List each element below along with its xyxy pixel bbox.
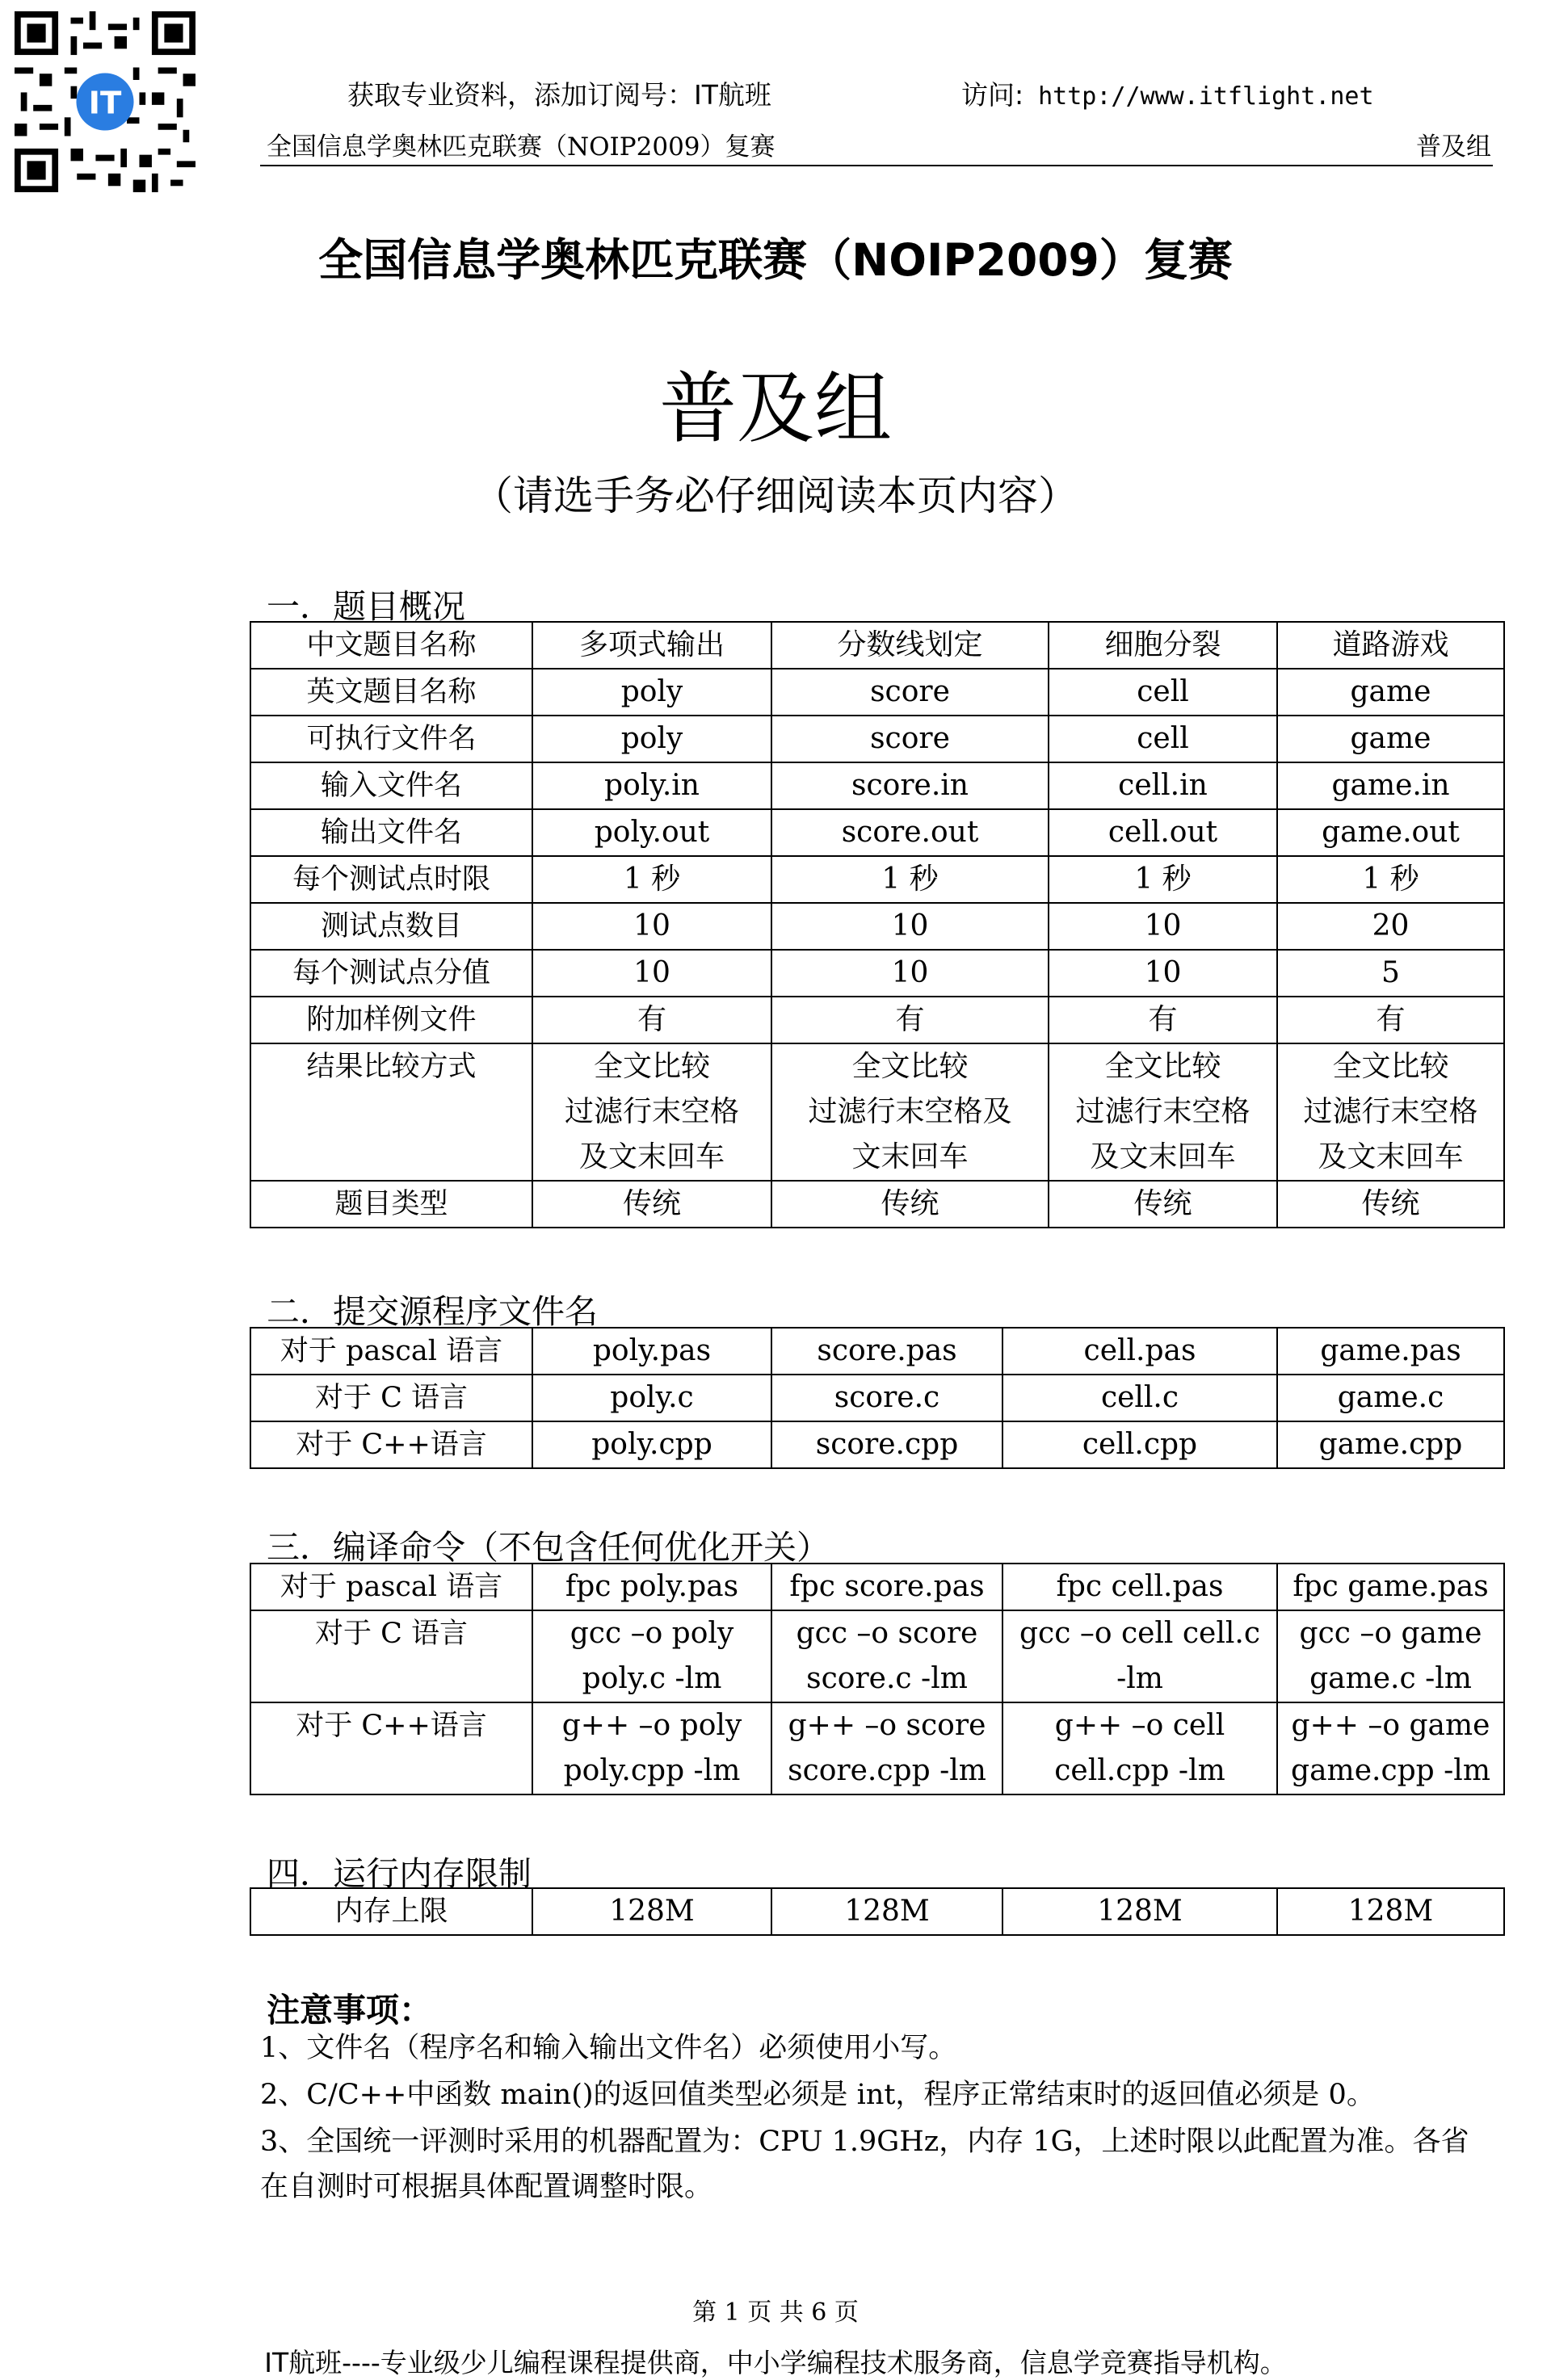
cell-line: poly.pas [592, 1334, 712, 1367]
cell-line: 及文末回车 [1318, 1140, 1464, 1173]
table-cell [1277, 1375, 1504, 1421]
cell-line: game.cpp -lm [1291, 1754, 1490, 1787]
row-label: 中文题目名称 [250, 622, 532, 669]
table-row [250, 997, 1504, 1043]
compile-commands-table [250, 1563, 1505, 1795]
table-cell [532, 1564, 771, 1610]
cell-line: 1 秒 [623, 863, 681, 896]
cell-line: game.c -lm [1309, 1662, 1472, 1695]
cell-line: score.pas [817, 1334, 957, 1367]
banner-url[interactable]: http://www.itflight.net [1038, 82, 1374, 111]
table-cell [1277, 1610, 1504, 1702]
cell-line: 过滤行末空格 [564, 1095, 739, 1128]
cell-line: score.cpp -lm [788, 1754, 986, 1787]
table-cell [532, 856, 771, 903]
group-title: 普及组 [659, 363, 892, 454]
cell-line: 传统 [1133, 1187, 1192, 1220]
table-cell [532, 1181, 771, 1228]
page-number: 第 1 页 共 6 页 [692, 2298, 859, 2327]
row-label: 对于 C 语言 [250, 1375, 532, 1421]
table-cell [771, 1328, 1002, 1375]
cell-line: gcc –o cell cell.c [1019, 1617, 1260, 1650]
banner-left: 获取专业资料，添加订阅号：IT航班 [347, 79, 771, 111]
table-cell [1002, 1328, 1277, 1375]
section1-title: 一．题目概况 [267, 587, 465, 626]
table-cell [1049, 762, 1277, 809]
cell-line: 20 [1372, 909, 1410, 942]
cell-line: 传统 [622, 1187, 681, 1220]
cell-line: 全文比较 [1332, 1050, 1449, 1083]
cell-line: 过滤行末空格及 [808, 1095, 1012, 1128]
table-cell [532, 997, 771, 1043]
table-row [250, 1181, 1504, 1228]
cell-line: cell.out [1108, 816, 1218, 849]
table-cell [771, 1888, 1002, 1935]
cell-line: g++ –o score [788, 1709, 986, 1742]
cell-line: score [870, 722, 950, 755]
cell-line: cell.pas [1083, 1334, 1196, 1367]
cell-line: score.cpp [815, 1428, 959, 1461]
table-cell [1049, 1043, 1277, 1181]
table-cell [1277, 622, 1504, 669]
table-cell [1277, 716, 1504, 762]
table-cell [771, 1043, 1049, 1181]
banner-right [961, 74, 1374, 112]
cell-line: gcc –o poly [570, 1617, 734, 1650]
row-label: 对于 C++语言 [250, 1702, 532, 1794]
cell-line: 有 [637, 1003, 666, 1036]
cell-line: cell.cpp [1082, 1428, 1198, 1461]
note-item: 1、文件名（程序名和输入输出文件名）必须使用小写。 [260, 2032, 957, 2064]
row-label: 英文题目名称 [250, 669, 532, 716]
cell-line: 有 [1148, 1003, 1178, 1036]
row-label: 对于 pascal 语言 [250, 1328, 532, 1375]
table-cell [1002, 1702, 1277, 1794]
row-label: 对于 C++语言 [250, 1421, 532, 1468]
banner-visit-label: 访问: [961, 79, 1024, 111]
row-label: 可执行文件名 [250, 716, 532, 762]
table-cell [1049, 903, 1277, 950]
row-label: 对于 pascal 语言 [250, 1564, 532, 1610]
table-cell [771, 856, 1049, 903]
table-cell [1002, 1888, 1277, 1935]
table-cell [1049, 856, 1277, 903]
cell-line: 1 秒 [1134, 863, 1192, 896]
table-cell [771, 1181, 1049, 1228]
cell-line: fpc score.pas [789, 1570, 985, 1603]
table-cell [771, 669, 1049, 716]
table-cell [532, 1888, 771, 1935]
cell-line: cell.in [1118, 769, 1208, 802]
cell-line: 10 [1144, 956, 1182, 989]
running-header-title: 全国信息学奥林匹克联赛（NOIP2009）复赛 [267, 132, 776, 162]
table-cell [1049, 809, 1277, 856]
cell-line: 全文比较 [851, 1050, 969, 1083]
table-row [250, 856, 1504, 903]
cell-line: 及文末回车 [578, 1140, 725, 1173]
cell-line: poly.cpp -lm [563, 1754, 741, 1787]
cell-line: score.c -lm [806, 1662, 968, 1695]
table-row [250, 1610, 1504, 1702]
instruction-text: （请选手务必仔细阅读本页内容） [473, 472, 1078, 519]
cell-line: 全文比较 [593, 1050, 710, 1083]
cell-line: gcc –o game [1299, 1617, 1482, 1650]
running-header-group: 普及组 [1416, 132, 1491, 162]
cell-line: 传统 [1361, 1187, 1420, 1220]
table-cell [532, 903, 771, 950]
table-row [250, 1702, 1504, 1794]
cell-line: 1 秒 [881, 863, 939, 896]
cell-line: poly.in [604, 769, 700, 802]
table-cell [1277, 997, 1504, 1043]
cell-line: score.in [851, 769, 969, 802]
table-cell [771, 762, 1049, 809]
table-cell [1049, 1181, 1277, 1228]
table-cell [1277, 1181, 1504, 1228]
table-cell [1277, 1702, 1504, 1794]
table-cell [532, 950, 771, 997]
table-row [250, 669, 1504, 716]
cell-line: 多项式输出 [578, 628, 725, 661]
cell-line: poly [620, 722, 683, 755]
cell-line: 有 [895, 1003, 925, 1036]
cell-line: cell.c [1100, 1381, 1179, 1414]
cell-line: score.out [841, 816, 979, 849]
table-row [250, 1043, 1504, 1181]
row-label: 结果比较方式 [250, 1043, 532, 1181]
table-row [250, 1421, 1504, 1468]
cell-line: 10 [1144, 909, 1182, 942]
cell-line: score [870, 675, 950, 708]
table-cell [1002, 1421, 1277, 1468]
table-row [250, 622, 1504, 669]
table-cell [1049, 997, 1277, 1043]
row-label: 每个测试点时限 [250, 856, 532, 903]
table-cell [532, 669, 771, 716]
cell-line: 有 [1376, 1003, 1406, 1036]
table-row [250, 950, 1504, 997]
table-cell [1277, 669, 1504, 716]
source-filenames-table [250, 1327, 1505, 1469]
header-rule [260, 165, 1493, 166]
table-cell [532, 1043, 771, 1181]
cell-line: poly.out [594, 816, 710, 849]
table-cell [771, 716, 1049, 762]
table-cell [1277, 1888, 1504, 1935]
cell-line: 5 [1381, 956, 1400, 989]
cell-line: 过滤行末空格 [1303, 1095, 1478, 1128]
cell-line: score.c [834, 1381, 940, 1414]
cell-line: fpc poly.pas [565, 1570, 739, 1603]
table-cell [1277, 950, 1504, 997]
cell-line: 全文比较 [1104, 1050, 1221, 1083]
table-cell [771, 997, 1049, 1043]
table-row [250, 1888, 1504, 1935]
row-label: 题目类型 [250, 1181, 532, 1228]
row-label: 每个测试点分值 [250, 950, 532, 997]
cell-line: 文末回车 [851, 1140, 969, 1173]
cell-line: 传统 [881, 1187, 939, 1220]
qr-logo-text: IT [88, 85, 122, 122]
cell-line: 1 秒 [1362, 863, 1419, 896]
table-cell [1049, 950, 1277, 997]
table-cell [532, 716, 771, 762]
cell-line: game.out [1322, 816, 1460, 849]
cell-line: 道路游戏 [1332, 628, 1449, 661]
table-cell [1002, 1564, 1277, 1610]
cell-line: 128M [1347, 1895, 1434, 1928]
row-label: 输出文件名 [250, 809, 532, 856]
table-cell [532, 809, 771, 856]
cell-line: poly.cpp [591, 1428, 712, 1461]
notes-title: 注意事项： [267, 1991, 432, 2030]
table-cell [532, 1702, 771, 1794]
table-cell [1277, 1328, 1504, 1375]
cell-line: fpc cell.pas [1056, 1570, 1224, 1603]
table-cell [532, 622, 771, 669]
cell-line: 过滤行末空格 [1075, 1095, 1250, 1128]
section4-title: 四．运行内存限制 [267, 1854, 532, 1893]
table-cell [532, 762, 771, 809]
footer-text: IT航班----专业级少儿编程课程提供商，中小学编程技术服务商，信息学竞赛指导机构。 [264, 2347, 1287, 2378]
cell-line: 及文末回车 [1090, 1140, 1236, 1173]
section2-title: 二．提交源程序文件名 [267, 1292, 598, 1331]
cell-line: cell [1137, 722, 1189, 755]
row-label: 对于 C 语言 [250, 1610, 532, 1702]
cell-line: 10 [891, 956, 929, 989]
table-cell [532, 1421, 771, 1468]
table-row [250, 1564, 1504, 1610]
cell-line: gcc –o score [796, 1617, 978, 1650]
cell-line: poly.c [610, 1381, 694, 1414]
table-cell [1277, 856, 1504, 903]
table-row [250, 1375, 1504, 1421]
table-cell [771, 1702, 1002, 1794]
table-cell [1277, 762, 1504, 809]
cell-line: poly.c -lm [582, 1662, 722, 1695]
table-cell [1277, 1564, 1504, 1610]
table-row [250, 809, 1504, 856]
table-row [250, 903, 1504, 950]
table-cell [532, 1375, 771, 1421]
cell-line: fpc game.pas [1292, 1570, 1489, 1603]
cell-line: 10 [891, 909, 929, 942]
table-cell [1049, 716, 1277, 762]
table-cell [532, 1610, 771, 1702]
table-row [250, 762, 1504, 809]
cell-line: 细胞分裂 [1104, 628, 1221, 661]
table-cell [1049, 669, 1277, 716]
table-cell [771, 903, 1049, 950]
row-label: 测试点数目 [250, 903, 532, 950]
table-cell [771, 1375, 1002, 1421]
section3-title: 三．编译命令（不包含任何优化开关） [267, 1528, 830, 1567]
note-item: 3、全国统一评测时采用的机器配置为：CPU 1.9GHz，内存 1G，上述时限以此配置为准。各省在自测时可根据具体配置调整时限。 [260, 2126, 1469, 2203]
table-cell [1277, 903, 1504, 950]
table-cell [771, 809, 1049, 856]
cell-line: game [1350, 675, 1431, 708]
cell-line: g++ –o game [1291, 1709, 1490, 1742]
cell-line: 10 [633, 909, 670, 942]
row-label: 内存上限 [250, 1888, 532, 1935]
table-cell [1002, 1375, 1277, 1421]
table-cell [771, 1421, 1002, 1468]
table-cell [1049, 622, 1277, 669]
table-cell [1277, 1043, 1504, 1181]
table-row [250, 716, 1504, 762]
cell-line: 128M [1097, 1895, 1183, 1928]
cell-line: 分数线划定 [837, 628, 983, 661]
document-title: 全国信息学奥林匹克联赛（NOIP2009）复赛 [318, 234, 1233, 286]
problem-overview-table [250, 621, 1505, 1228]
cell-line: game.c [1337, 1381, 1444, 1414]
memory-limit-table [250, 1887, 1505, 1936]
table-cell [1277, 809, 1504, 856]
cell-line: 10 [633, 956, 670, 989]
qr-code [15, 11, 195, 192]
table-cell [771, 1564, 1002, 1610]
table-row [250, 1328, 1504, 1375]
note-item: 2、C/C++中函数 main()的返回值类型必须是 int，程序正常结束时的返回值必须是 0。 [260, 2079, 1375, 2111]
table-cell [1277, 1421, 1504, 1468]
table-cell [771, 622, 1049, 669]
table-cell [532, 1328, 771, 1375]
table-cell [771, 950, 1049, 997]
cell-line: poly [620, 675, 683, 708]
cell-line: 128M [609, 1895, 695, 1928]
cell-line: game [1350, 722, 1431, 755]
row-label: 附加样例文件 [250, 997, 532, 1043]
cell-line: g++ –o cell [1054, 1709, 1225, 1742]
cell-line: g++ –o poly [561, 1709, 742, 1742]
table-cell [771, 1610, 1002, 1702]
cell-line: cell [1137, 675, 1189, 708]
table-cell [1002, 1610, 1277, 1702]
row-label: 输入文件名 [250, 762, 532, 809]
cell-line: cell.cpp -lm [1054, 1754, 1225, 1787]
cell-line: game.in [1331, 769, 1450, 802]
cell-line: game.pas [1320, 1334, 1461, 1367]
cell-line: -lm [1116, 1662, 1163, 1695]
cell-line: 128M [844, 1895, 930, 1928]
cell-line: game.cpp [1318, 1428, 1463, 1461]
